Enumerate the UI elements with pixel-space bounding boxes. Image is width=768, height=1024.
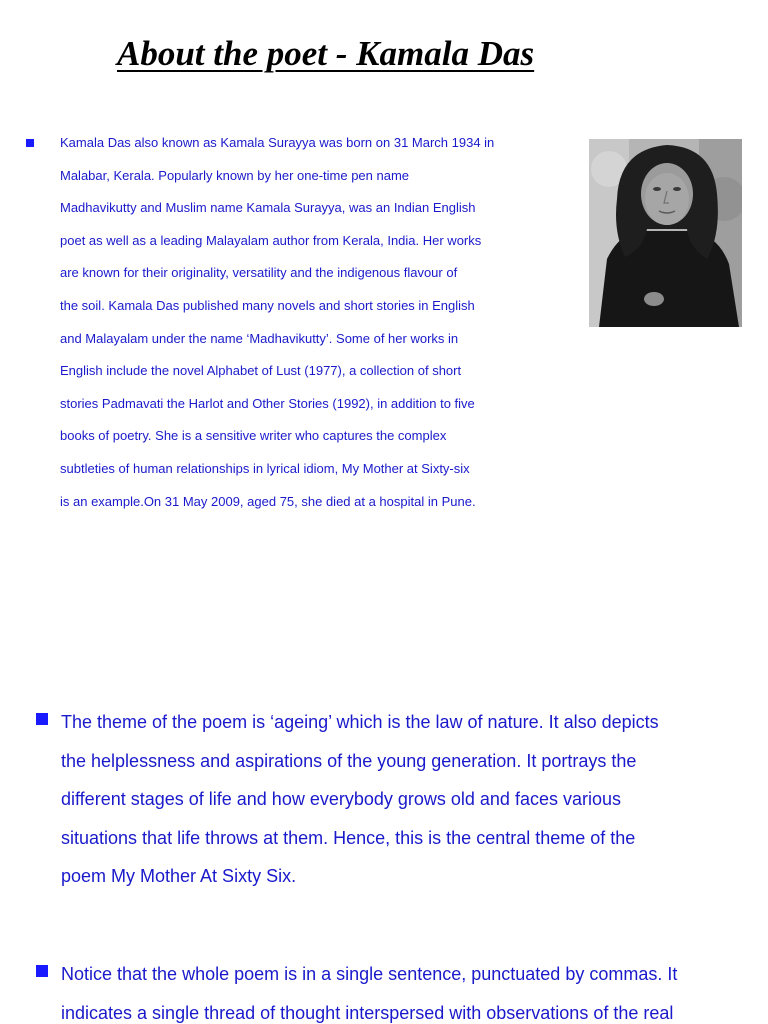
- portrait-illustration: [589, 139, 742, 327]
- theme-line: situations that life throws at them. Hence, this is the central theme of the: [61, 827, 636, 848]
- bio-line: poet as well as a leading Malayalam author from Kerala, India. Her works: [60, 232, 482, 248]
- structure-line: Notice that the whole poem is in a single sentence, punctuated by commas. It: [61, 964, 678, 984]
- bio-line: Malabar, Kerala. Popularly known by her one-time pen name: [60, 167, 410, 183]
- bio-line: Kamala Das also known as Kamala Surayya was born on 31 March 1934 in: [60, 135, 495, 150]
- square-bullet-icon: [36, 713, 48, 725]
- bio-line: the soil. Kamala Das published many novels and short stories in English: [60, 297, 475, 313]
- bio-line: books of poetry. She is a sensitive writer who captures the complex: [60, 428, 447, 444]
- structure-paragraph: [61, 955, 751, 1024]
- page-title: About the poet - Kamala Das: [117, 34, 535, 73]
- square-bullet-icon: [36, 965, 48, 977]
- bio-paragraph: [60, 127, 560, 518]
- bio-line: English include the novel Alphabet of Lust (1977), a collection of short: [60, 363, 462, 379]
- bio-line: is an example.On 31 May 2009, aged 75, she died at a hospital in Pune.: [60, 493, 476, 509]
- bio-line: Madhavikutty and Muslim name Kamala Surayya, was an Indian English: [60, 200, 476, 216]
- bio-line: subtleties of human relationships in lyrical idiom, My Mother at Sixty-six: [60, 460, 470, 476]
- theme-line: the helplessness and aspirations of the young generation. It portrays the: [61, 750, 637, 771]
- square-bullet-icon: [26, 139, 34, 147]
- theme-line: poem My Mother At Sixty Six.: [61, 866, 297, 886]
- bio-line: stories Padmavati the Harlot and Other Stories (1992), in addition to five: [60, 395, 475, 411]
- bio-line: and Malayalam under the name ‘Madhavikutty’. Some of her works in: [60, 330, 459, 346]
- theme-paragraph: [61, 703, 751, 896]
- bio-line: are known for their originality, versatility and the indigenous flavour of: [60, 265, 458, 281]
- theme-line: different stages of life and how everybody grows old and faces various: [61, 789, 621, 809]
- poet-portrait-photo: [589, 139, 742, 327]
- theme-line: The theme of the poem is ‘ageing’ which is the law of nature. It also depicts: [61, 712, 659, 732]
- structure-line: indicates a single thread of thought interspersed with observations of the real: [61, 1002, 674, 1023]
